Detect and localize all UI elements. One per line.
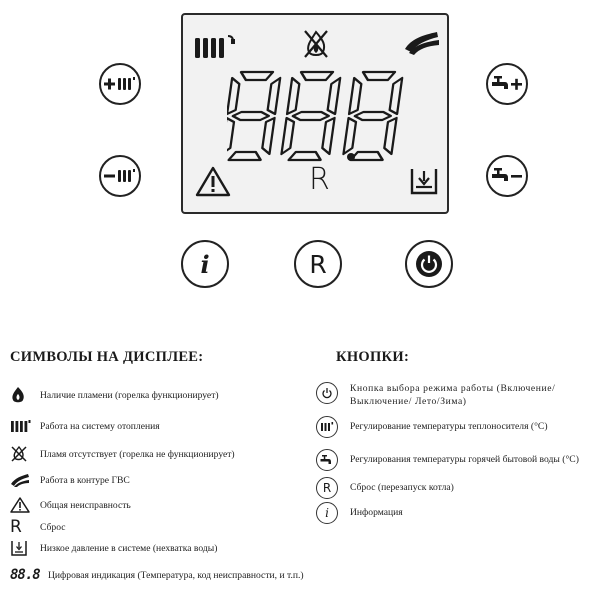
list-item xyxy=(10,444,235,464)
symbol-description: Наличие пламени (горелка функционирует) xyxy=(40,389,219,401)
button-description-line1: Кнопка выбора режима работы (Включение/ xyxy=(350,383,556,394)
power-icon xyxy=(414,249,444,279)
heating-plus-icon xyxy=(103,74,137,94)
symbol-description: Сброс xyxy=(40,521,66,533)
low-pressure-icon xyxy=(10,539,28,557)
reset-letter: R xyxy=(10,517,22,537)
warning-icon xyxy=(195,165,231,197)
reset-letter: R xyxy=(309,162,330,197)
list-item xyxy=(316,502,403,524)
power-button[interactable] xyxy=(405,240,453,288)
no-flame-icon xyxy=(299,27,333,61)
radiator-icon xyxy=(193,32,241,60)
list-item xyxy=(10,470,130,490)
power-icon xyxy=(321,387,333,399)
list-item xyxy=(10,416,160,436)
list-item xyxy=(10,495,131,515)
list-item xyxy=(316,382,555,408)
flame-icon xyxy=(10,386,26,404)
list-item xyxy=(316,477,454,499)
radiator-icon xyxy=(320,422,334,432)
lcd-display xyxy=(181,13,449,214)
button-description-line2: Выключение/ Лето/Зима) xyxy=(350,396,467,407)
reset-icon: R xyxy=(309,249,327,279)
reset-button[interactable] xyxy=(294,240,342,288)
radiator-icon xyxy=(10,419,32,433)
heating-temp-up-button[interactable] xyxy=(99,63,141,105)
list-item xyxy=(316,416,548,438)
symbol-description: Цифровая индикация (Температура, код неисправности, и т.п.) xyxy=(48,569,304,581)
tap-icon xyxy=(10,473,30,487)
dhw-temp-down-button[interactable] xyxy=(486,155,528,197)
symbols-section-title: СИМВОЛЫ НА ДИСПЛЕЕ: xyxy=(10,349,204,365)
symbol-description: Работа на систему отопления xyxy=(40,420,160,432)
symbol-description: Пламя отсутствует (горелка не функционирует) xyxy=(40,448,235,460)
low-pressure-icon xyxy=(408,165,440,197)
button-description: Сброс (перезапуск котла) xyxy=(350,482,454,493)
buttons-section-title: КНОПКИ: xyxy=(336,349,410,365)
warning-icon xyxy=(10,496,30,514)
tap-minus-icon xyxy=(491,165,523,187)
digits-icon: 88.8 xyxy=(10,567,40,583)
list-item xyxy=(10,538,217,558)
symbol-description: Работа в контуре ГВС xyxy=(40,474,130,486)
symbol-description: Общая неисправность xyxy=(40,499,131,511)
no-flame-icon xyxy=(10,445,28,463)
info-button[interactable] xyxy=(181,240,229,288)
symbol-description: Низкое давление в системе (нехватка воды) xyxy=(40,542,218,554)
tap-plus-icon xyxy=(491,73,523,95)
list-item xyxy=(316,449,579,471)
tap-icon xyxy=(320,454,334,466)
heating-temp-down-button[interactable] xyxy=(99,155,141,197)
dhw-temp-up-button[interactable] xyxy=(486,63,528,105)
list-item xyxy=(10,517,66,537)
heating-minus-icon xyxy=(103,166,137,186)
button-description: Информация xyxy=(350,507,403,518)
button-description: Регулирование температуры теплоносителя (°C) xyxy=(350,421,548,432)
list-item xyxy=(10,385,219,405)
info-icon: i xyxy=(200,249,210,279)
list-item xyxy=(10,565,304,585)
seven-segment-digits xyxy=(227,68,411,164)
reset-icon: R xyxy=(322,481,332,495)
button-description: Регулирования температуры горячей бытовой воды (°C) xyxy=(350,454,579,465)
info-icon: i xyxy=(325,506,329,520)
tap-icon xyxy=(403,29,441,55)
